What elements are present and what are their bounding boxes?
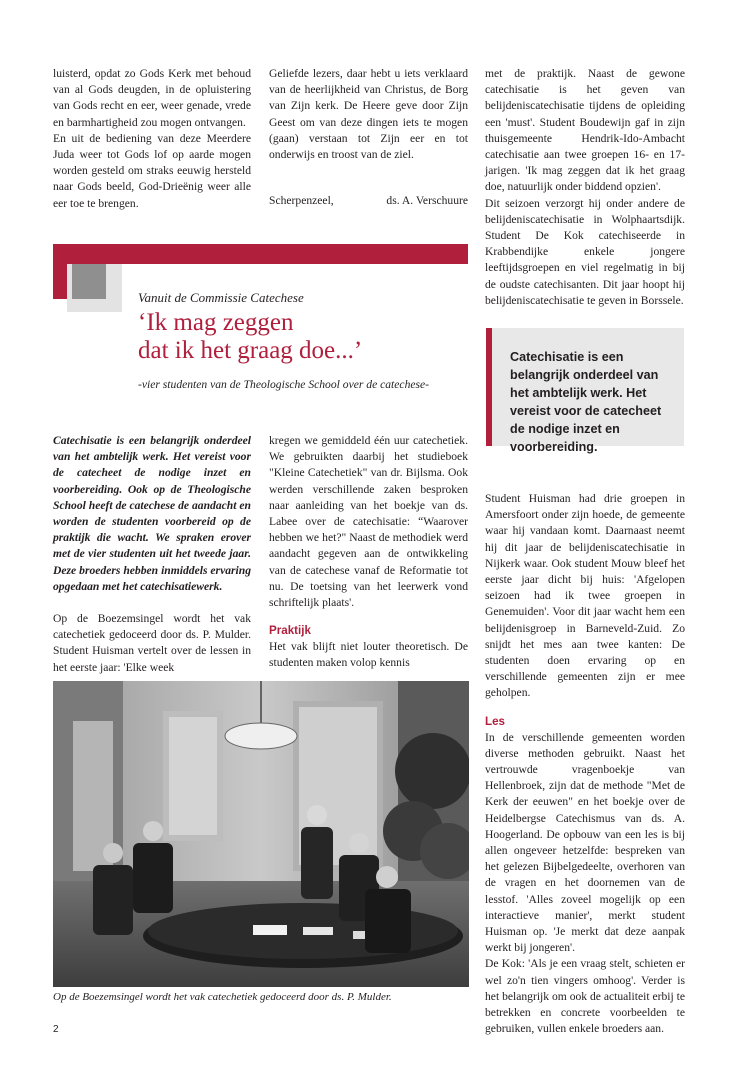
meeting-photo bbox=[53, 681, 469, 987]
paragraph: met de praktijk. Naast de gewone catechisatie is het geven van belijdeniscatechisatie tijdens de opleiding een 'must'. Student Boudewijn gaf in zijn thuisgemeente Hendrik-Ido-Ambacht catechisatie aan twee groepen 16- en 17-jarigen. 'Ik mag zeggen dat ik het graag doe, natuurlijk onder biddend opzien'. bbox=[485, 67, 685, 194]
article-column-1 bbox=[53, 433, 251, 676]
article-kicker: Vanuit de Commissie Catechese bbox=[138, 290, 304, 305]
signature bbox=[269, 193, 468, 209]
headline-line-1: ‘Ik mag zeggen bbox=[138, 309, 294, 336]
article-column-2 bbox=[269, 433, 468, 672]
subheading-les: Les bbox=[485, 714, 505, 728]
paragraph: Student Huisman had drie groepen in Amersfoort onder zijn hoede, de gemeente waar hij vandaan komt. Daarnaast neemt hij dit jaar de belijdeniscatechisatie in Nijkerk waar. Ook student Mouw bleef het eerste jaar dicht bij huis: 'Afgelopen seizoen had ik twee groepen in Genemuiden'. Voor dit jaar wacht hem een belijdenisgroep in Barneveld-Zuid. Zo snijdt het mes aan twee kanten: De studenten doen ervaring op en verschillende gemeenten zijn er mee geholpen. bbox=[485, 492, 685, 700]
paragraph: Het vak blijft niet louter theoretisch. De studenten maken volop kennis bbox=[269, 640, 468, 670]
intro-column-2 bbox=[269, 66, 468, 209]
photo-caption: Op de Boezemsingel wordt het vak catechetiek gedoceerd door ds. P. Mulder. bbox=[53, 991, 392, 1003]
signature-author: ds. A. Verschuure bbox=[386, 194, 468, 208]
header-banner-square bbox=[72, 264, 106, 299]
header-banner-side bbox=[53, 244, 67, 299]
subheading-praktijk: Praktijk bbox=[269, 624, 311, 638]
paragraph: In de verschillende gemeenten worden diverse methoden gebruikt. Naast het vertrouwde vragenboekje van Hellenbroek, zijn dat de methode "Met de Kerk der eeuwen" en het boekje over de Heidelbergse Catechismus van ds. A. Hoogerland. De opbouw van een les is bij allen ongeveer hetzelfde: bespreken van het gelezen Bijbelgedeelte, overhoren van de vragen en het doornemen van de lesstof. 'Alles zoveel mogelijk op een interactieve manier', merkt student Huisman op. 'Je merkt dat deze aanpak werkt bij jongeren'. bbox=[485, 730, 685, 955]
header-banner-bar bbox=[53, 244, 468, 264]
paragraph: De Kok: 'Als je een vraag stelt, schieten er wel zo'n tien vingers omhoog'. Verder is het belangrijk om ook de actualiteit erbij te betrekken en concrete voorbeelden te gebruiken, vullen enkele broeders aan. bbox=[485, 957, 685, 1036]
page-number: 2 bbox=[53, 1024, 59, 1035]
article-headline bbox=[138, 309, 458, 365]
paragraph: Geliefde lezers, daar hebt u iets verklaard van de heerlijkheid van Christus, de Borg van Zijn kerk. De Heere geve door Zijn Geest om van deze dingen iets te mogen (gaan) verstaan tot Zijn eer en tot onderwijs en troost van de ziel. bbox=[269, 67, 468, 162]
article-lead: Catechisatie is een belangrijk onderdeel van het ambtelijk werk. Het vereist voor de catecheet de nodige inzet en voorbereiding. Ook op de Theologische School heeft de catechese de aandacht en worden de studenten voorbereid op de praktijk die wacht. We spraken erover met de vier studenten uit het tweede jaar. Deze broeders hebben inmiddels ervaring opgedaan met het catechisatiewerk. bbox=[53, 434, 251, 593]
signature-place: Scherpenzeel, bbox=[269, 194, 334, 208]
paragraph: kregen we gemiddeld één uur catechetiek. We gebruikten daarbij het studieboek "Kleine Catechetiek" van dr. Bijlsma. Ook werden verschillende zaken besproken naar aanleiding van het boekje van ds. Labee over de catechisatie: “Waarover hebben we het?" Naast de methodiek werd aandacht gegeven aan de ontwikkeling van de catechese vanaf de Reformatie tot nu. De toetsing van het leerwerk vond schriftelijk plaats'. bbox=[269, 434, 468, 610]
headline-line-2: dat ik het graag doe...’ bbox=[138, 337, 363, 364]
article-column-3-bottom bbox=[485, 491, 685, 1038]
intro-column-1 bbox=[53, 66, 251, 212]
paragraph: luisterd, opdat zo Gods Kerk met behoud van al Gods deugden, in de opluistering van Gods recht en eer, weer genade, vrede en barmhartigheid zou mogen ontvangen. bbox=[53, 67, 251, 129]
paragraph: Dit seizoen verzorgt hij onder andere de belijdeniscatechisatie in Wolphaartsdijk. Student De Kok catechiseerde in Krabbendijke enkele jongere leeftijdsgroepen en viel regelmatig in bij de oudste catechisanten. Dit jaar hoopt hij belijdeniscatechisatie te geven in Borssele. bbox=[485, 196, 685, 307]
pull-quote: Catechisatie is een belangrijk onderdeel van het ambtelijk werk. Het vereist voor de catecheet de nodige inzet en voorbereiding. bbox=[486, 328, 684, 446]
paragraph: En uit de bediening van deze Meerdere Juda weer tot Gods lof op aarde mogen worden gesteld om straks eeuwig hersteld naar Gods beeld, God-Drieënig weer alle eer toe te brengen. bbox=[53, 131, 251, 210]
paragraph: Op de Boezemsingel wordt het vak catechetiek gedoceerd door ds. P. Mulder. Student Huisman vertelt over de lessen in het eerste jaar: 'Elke week bbox=[53, 612, 251, 674]
article-column-3-top bbox=[485, 66, 685, 309]
article-standfirst: -vier studenten van de Theologische School over de catechese- bbox=[138, 378, 430, 391]
